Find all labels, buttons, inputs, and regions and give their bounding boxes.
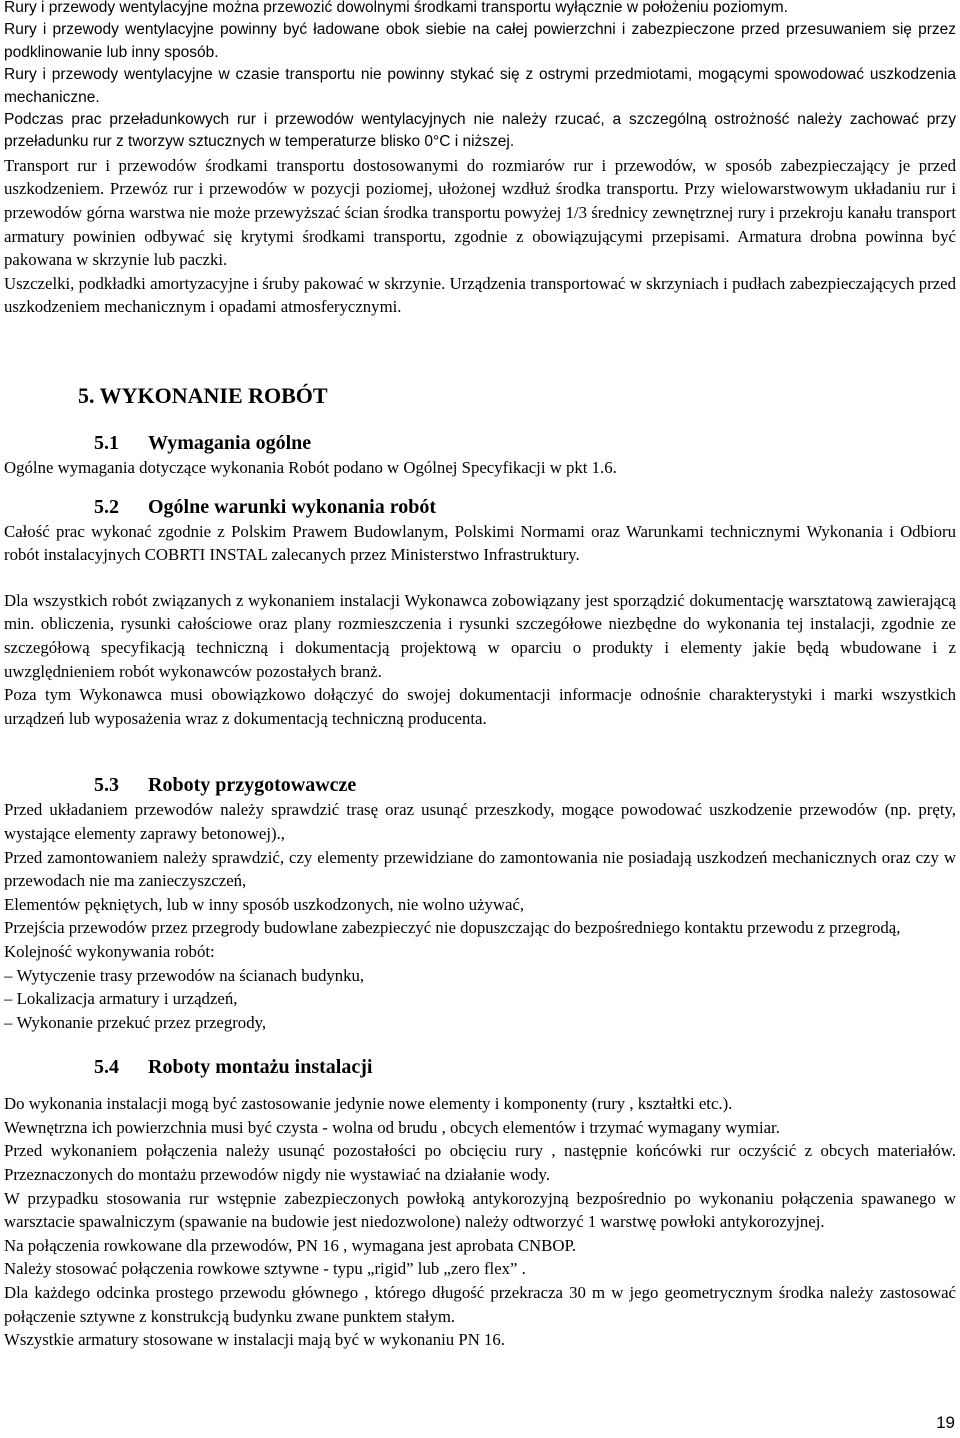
paragraph: Na połączenia rowkowane dla przewodów, PN 16 , wymagana jest aprobata CNBOP. — [4, 1235, 577, 1255]
paragraph: Przed układaniem przewodów należy sprawdzić trasę oraz usunąć przeszkody, mogące powodować uszkodzenie przewodów (np. pręty, wystające elementy zaprawy betonowej)., — [4, 800, 956, 843]
subsection-5-3-body — [4, 798, 956, 1034]
paragraph: Rury i przewody wentylacyjne można przewozić dowolnymi środkami transportu wyłącznie w położeniu poziomym. — [4, 0, 788, 16]
paragraph: Podczas prac przeładunkowych rur i przewodów wentylacyjnych nie należy rzucać, a szczególną ostrożność należy zachować przy przeładunku rur z tworzyw sztucznych w temperaturze blisko 0°C i niższej. — [4, 111, 956, 151]
list-item: – Lokalizacja armatury i urządzeń, — [4, 987, 956, 1011]
paragraph: Przed wykonaniem połączenia należy usunąć pozostałości po obcięciu rury , następnie końcówki rur oczyścić z obcych materiałów. Przeznaczonych do montażu przewodów nigdy nie wystawiać na działanie wody. — [4, 1141, 956, 1185]
list-item: – Wytyczenie trasy przewodów na ścianach budynku, — [4, 964, 956, 988]
paragraph: Przejścia przewodów przez przegrody budowlane zabezpieczyć nie dopuszczając do bezpośredniego kontaktu przewodu z przegrodą, — [4, 918, 901, 938]
paragraph: Rury i przewody wentylacyjne powinny być ładowane obok siebie na całej powierzchni i zabezpieczone przed przesuwaniem się przez podklinowanie lub inny sposób. — [4, 21, 956, 61]
paragraph: Transport rur i przewodów środkami transportu dostosowanymi do rozmiarów rur i przewodów, w sposób zabezpieczający je przed uszkodzeniem. Przewóz rur i przewodów w pozycji poziomej, ułożonej wzdłuż środka transportu. Przy wielowarstwowym układaniu rur i przewodów górna warstwa nie może przewyższać ścian środka transportu powyżej 1/3 średnicy zewnętrznej rury i przekroju kanału transport armatury powinien odbywać się krytymi środkami transportu, zgodnie z obowiązującymi przepisami. Armatura drobna powinna być pakowana w skrzynie lub paczki. — [4, 155, 956, 270]
transport-block — [4, 154, 956, 319]
paragraph: Wewnętrzna ich powierzchnia musi być czysta - wolna od brudu , obcych elementów i trzymać wymagany wymiar. — [4, 1117, 780, 1137]
document-page — [4, 0, 956, 1352]
paragraph: W przypadku stosowania rur wstępnie zabezpieczonych powłoką antykorozyjną bezpośrednio po wykonaniu połączenia spawanego w warsztacie spawalniczym (spawanie na budowie jest niedozwolone) należy odtworzyć 1 warstwę powłoki antykorozyjnej. — [4, 1188, 956, 1232]
paragraph: Należy stosować połączenia rowkowe sztywne - typu „rigid” lub „zero flex” . — [4, 1259, 526, 1279]
list-item: – Wykonanie przekuć przez przegrody, — [4, 1011, 956, 1035]
page-number: 19 — [936, 1413, 955, 1432]
paragraph: Ogólne wymagania dotyczące wykonania Robót podano w Ogólnej Specyfikacji w pkt 1.6. — [4, 458, 617, 477]
transport-intro-block — [4, 0, 956, 154]
paragraph: Dla wszystkich robót związanych z wykonaniem instalacji Wykonawca zobowiązany jest sporządzić dokumentację warsztatową zawierającą min. obliczenia, rysunki całościowe oraz plany rozmieszczenia i rysunki szczegółowe niezbędne do wykonania tej instalacji, zgodnie ze szczegółową specyfikacją techniczną i dokumentacją projektową w oparciu o produkty i elementy jakie będą wbudowane i z uwzględnieniem robót wykonawców pozostałych branż. — [4, 590, 956, 681]
subsection-5-4-body — [4, 1092, 956, 1352]
subsection-title-5-1: 5.1 Wymagania ogólne — [94, 432, 312, 454]
subsection-5-2-body — [4, 520, 956, 731]
paragraph: Dla każdego odcinka prostego przewodu głównego , którego długość przekracza 30 m w jego geometrycznym środka należy zastosować połączenie sztywne z konstrukcją budynku zwane punktem stałym. — [4, 1283, 956, 1326]
paragraph: Rury i przewody wentylacyjne w czasie transportu nie powinny stykać się z ostrymi przedmiotami, mogącymi spowodować uszkodzenia mechaniczne. — [4, 66, 956, 106]
subsection-title-5-2: 5.2 Ogólne warunki wykonania robót — [94, 495, 437, 518]
paragraph: Całość prac wykonać zgodnie z Polskim Prawem Budowlanym, Polskimi Normami oraz Warunkami technicznymi Wykonania i Odbioru robót instalacyjnych COBRTI INSTAL zalecanych przez Ministerstwo Infrastruktury. — [4, 521, 956, 565]
paragraph: Wszystkie armatury stosowane w instalacji mają być w wykonaniu PN 16. — [4, 1330, 505, 1350]
subsection-title-5-4: 5.4 Roboty montażu instalacji — [94, 1056, 373, 1079]
subsection-5-1-body — [4, 456, 956, 480]
paragraph: Poza tym Wykonawca musi obowiązkowo dołączyć do swojej dokumentacji informacje odnośnie charakterystyki i marki wszystkich urządzeń lub wyposażenia wraz z dokumentacją techniczną producenta. — [4, 685, 956, 728]
paragraph: Przed zamontowaniem należy sprawdzić, czy elementy przewidziane do zamontowania nie posiadają uszkodzeń mechanicznych oraz czy w przewodach nie ma zanieczyszczeń, — [4, 847, 956, 891]
paragraph: Uszczelki, podkładki amortyzacyjne i śruby pakować w skrzynie. Urządzenia transportować w skrzyniach i pudłach zabezpieczających przed uszkodzeniem mechanicznym i opadami atmosferycznymi. — [4, 273, 956, 317]
section-title: 5. WYKONANIE ROBÓT — [78, 383, 328, 408]
paragraph: Do wykonania instalacji mogą być zastosowanie jedynie nowe elementy i komponenty (rury , kształtki etc.). — [4, 1094, 733, 1114]
subsection-title-5-3: 5.3 Roboty przygotowawcze — [94, 774, 357, 797]
paragraph: Kolejność wykonywania robót: — [4, 941, 215, 961]
paragraph: Elementów pękniętych, lub w inny sposób uszkodzonych, nie wolno używać, — [4, 894, 525, 914]
